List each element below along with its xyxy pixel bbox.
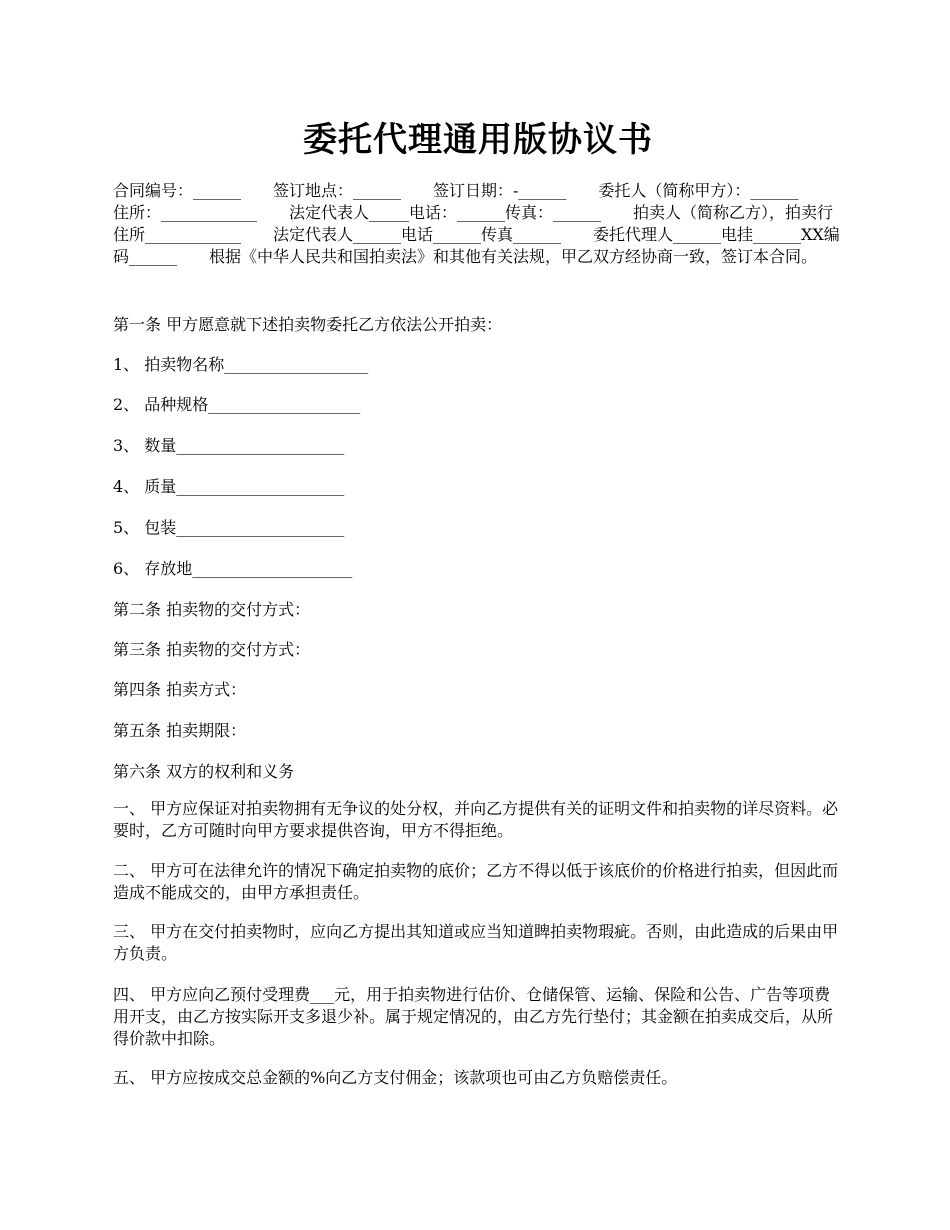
article-6: 第六条 双方的权利和义务 (113, 762, 295, 781)
item-2-spec: 2、 品种规格___________________ (113, 395, 361, 414)
clause-4: 四、 甲方应向乙预付受理费___元，用于拍卖物进行估价、仓储保管、运输、保险和公告、广告等项费用开支，由乙方按实际开支多退少补。属于规定情况的，由乙方先行垫付；其金额在拍卖成交后，从所得价款中扣除。 (113, 985, 834, 1048)
item-6-storage: 6、 存放地____________________ (113, 559, 353, 578)
article-1: 第一条 甲方愿意就下述拍卖物委托乙方依法公开拍卖： (113, 315, 503, 334)
article-4: 第四条 拍卖方式： (113, 680, 247, 699)
item-1-name: 1、 拍卖物名称__________________ (113, 355, 369, 374)
clause-3: 三、 甲方在交付拍卖物时，应向乙方提出其知道或应当知道睥拍卖物瑕疵。否则，由此造成的后果由甲方负责。 (113, 922, 839, 963)
item-3-quantity: 3、 数量_____________________ (113, 436, 345, 455)
article-3: 第三条 拍卖物的交付方式： (113, 640, 311, 659)
item-4-quality: 4、 质量_____________________ (113, 477, 345, 496)
article-5: 第五条 拍卖期限： (113, 721, 247, 740)
clause-5: 五、 甲方应按成交总金额的%向乙方支付佣金；该款项也可由乙方负赔偿责任。 (113, 1068, 678, 1087)
item-5-package: 5、 包装_____________________ (113, 518, 345, 537)
article-2: 第二条 拍卖物的交付方式： (113, 600, 311, 619)
contract-preamble: 合同编号：______ 签订地点：______ 签订日期：-______ 委托人（简称甲方）：______ 住所：____________ 法定代表人_____电话：______传真：______ 拍卖人（简称乙方），拍卖行 住所____________ 法定代表人______电话______传真______ 委托代理人______电挂______XX编码______ 根据《中华人民共和国拍卖法》和其他有关法规，甲乙双方经协商一致，签订本合同。 (113, 181, 866, 266)
document-title: 委托代理通用版协议书 (303, 120, 653, 160)
clause-2: 二、 甲方可在法律允许的情况下确定拍卖物的底价；乙方不得以低于该底价的价格进行拍卖，但因此而造成不能成交的，由甲方承担责任。 (113, 861, 839, 902)
clause-1: 一、 甲方应保证对拍卖物拥有无争议的处分权，并向乙方提供有关的证明文件和拍卖物的详尽资料。必要时，乙方可随时向甲方要求提供咨询，甲方不得拒绝。 (113, 799, 839, 840)
